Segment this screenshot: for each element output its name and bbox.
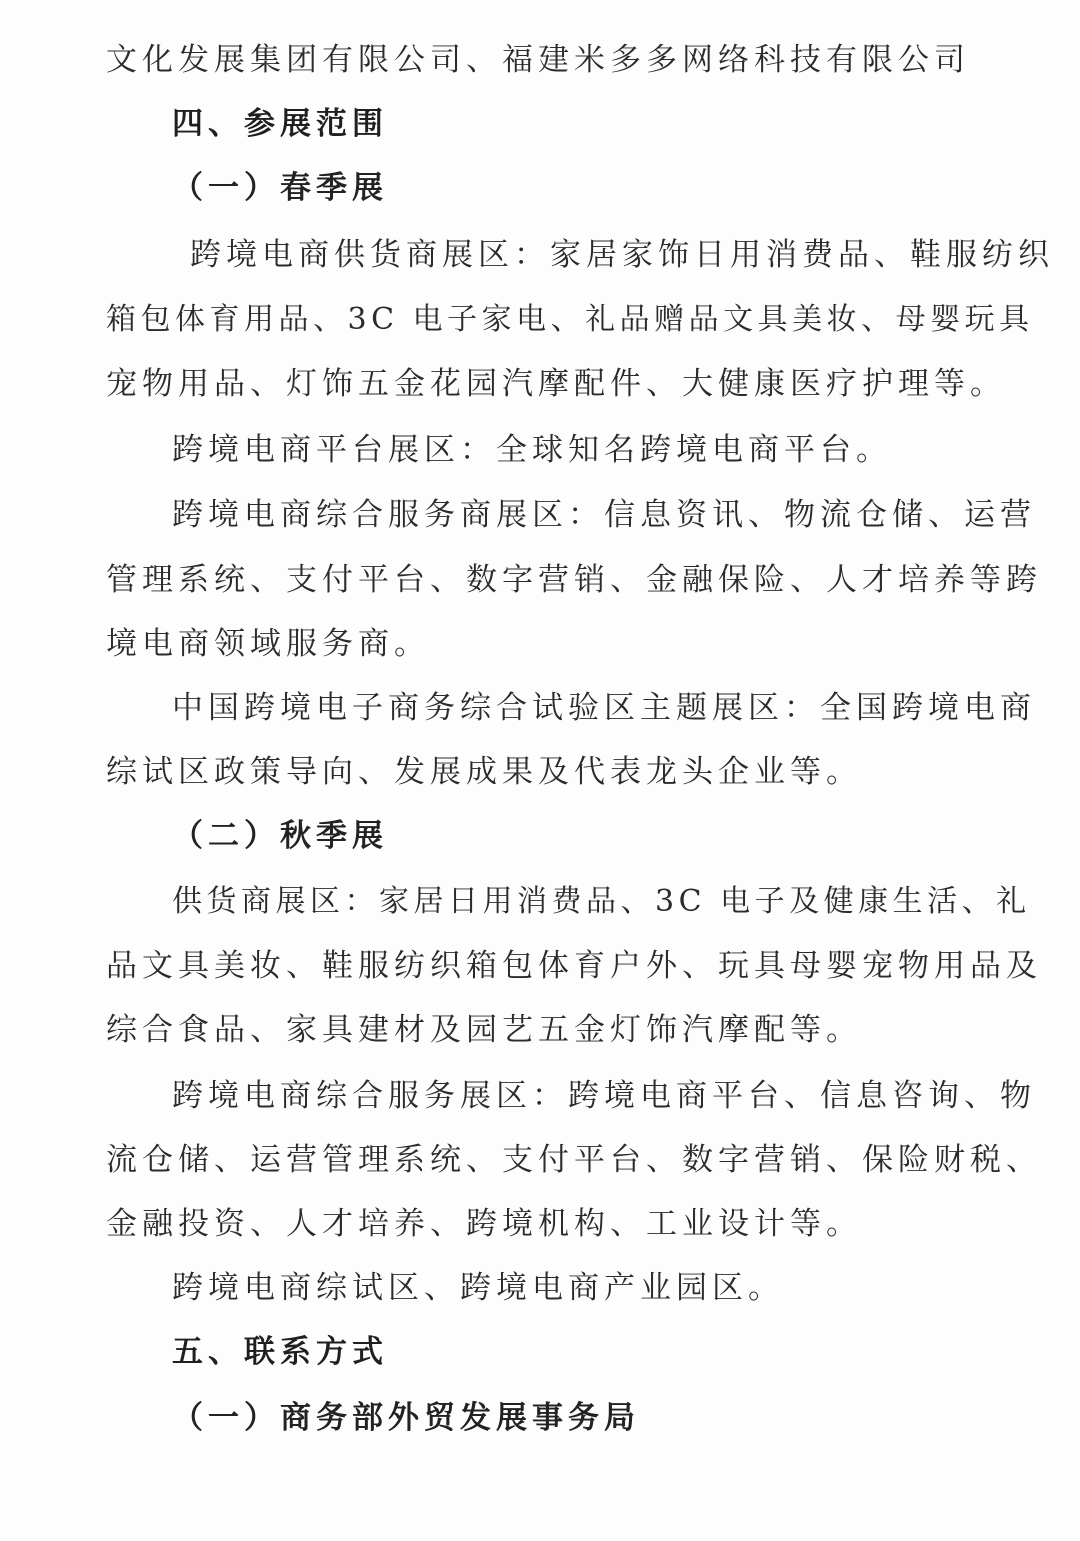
subsection-heading-spring: （一）春季展 [172,170,388,206]
text-line-6: 宠物用品、灯饰五金花园汽摩配件、大健康医疗护理等。 [106,366,1006,402]
text-line-14: 供货商展区：家居日用消费品、3C 电子及健康生活、礼 [172,884,1031,919]
text-line-19: 金融投资、人才培养、跨境机构、工业设计等。 [106,1206,862,1242]
text-line-8: 跨境电商综合服务商展区：信息资讯、物流仓储、运营 [172,497,1036,533]
section-heading-4: 四、参展范围 [172,106,388,142]
subsection-heading-contact-1: （一）商务部外贸发展事务局 [172,1400,640,1436]
text-line-11: 中国跨境电子商务综合试验区主题展区：全国跨境电商 [172,690,1036,726]
text-line-15: 品文具美妆、鞋服纺织箱包体育户外、玩具母婴宠物用品及 [106,948,1042,984]
section-heading-5: 五、联系方式 [172,1334,388,1370]
text-line-5: 箱包体育用品、3C 电子家电、礼品赠品文具美妆、母婴玩具 [106,302,1034,337]
text-line-4: 跨境电商供货商展区：家居家饰日用消费品、鞋服纺织 [190,237,1054,273]
text-line-17: 跨境电商综合服务展区：跨境电商平台、信息咨询、物 [172,1078,1036,1114]
text-line-9: 管理系统、支付平台、数字营销、金融保险、人才培养等跨 [106,562,1042,598]
text-line-16: 综合食品、家具建材及园艺五金灯饰汽摩配等。 [106,1012,862,1048]
text-line-1: 文化发展集团有限公司、福建米多多网络科技有限公司 [106,42,970,78]
text-line-12: 综试区政策导向、发展成果及代表龙头企业等。 [106,754,862,790]
subsection-heading-autumn: （二）秋季展 [172,818,388,854]
text-line-18: 流仓储、运营管理系统、支付平台、数字营销、保险财税、 [106,1142,1042,1178]
text-line-20: 跨境电商综试区、跨境电商产业园区。 [172,1270,784,1306]
text-line-7: 跨境电商平台展区：全球知名跨境电商平台。 [172,432,892,468]
text-line-10: 境电商领域服务商。 [106,626,430,662]
